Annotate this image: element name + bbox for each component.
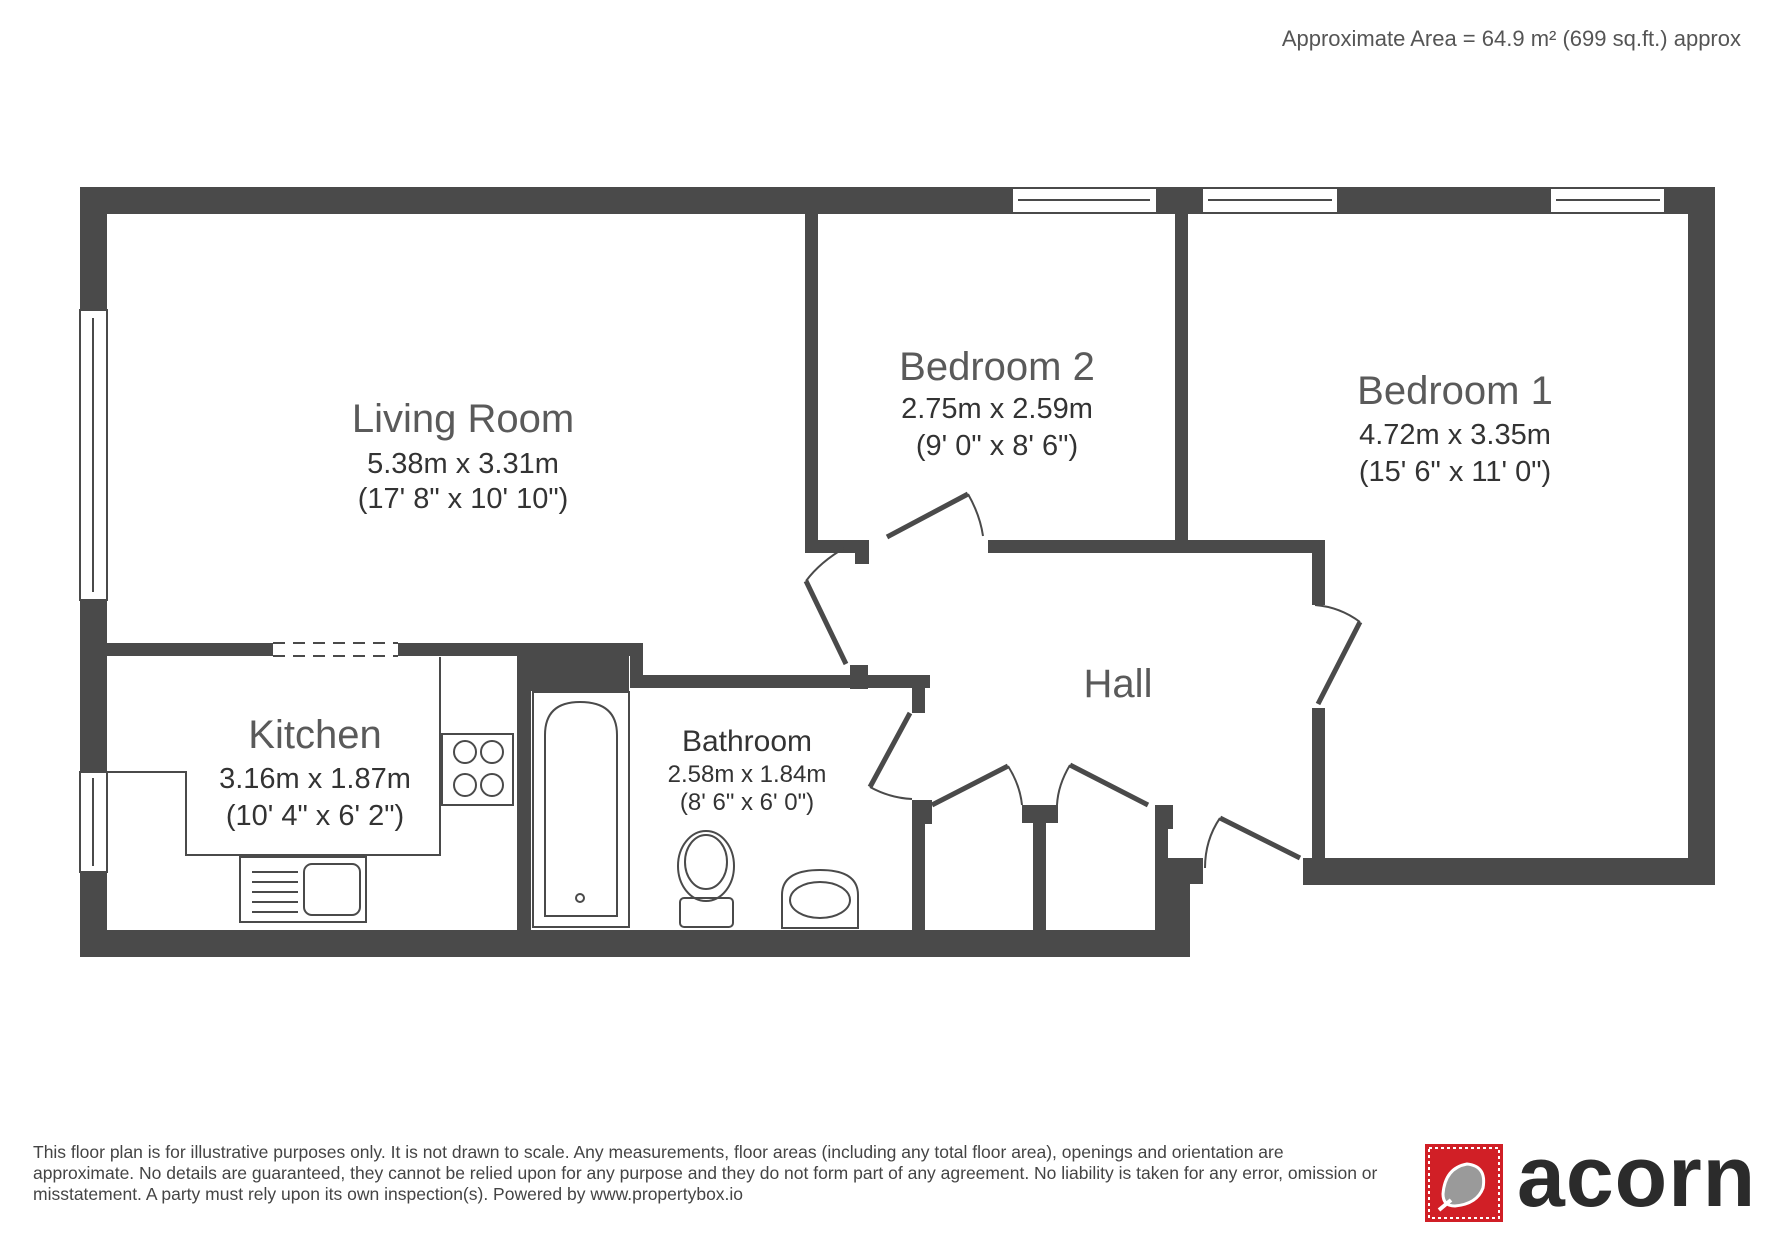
right-wall: [1688, 187, 1715, 885]
hob-ring: [454, 774, 476, 796]
door-bed1: [1318, 622, 1360, 704]
door-cupboard-2: [1070, 765, 1148, 805]
hall-step-wall-2: [1163, 858, 1203, 884]
bedroom1-metric: 4.72m x 3.35m: [1359, 419, 1551, 451]
living-kitchen-wall-right: [398, 643, 641, 656]
walls: [80, 187, 1715, 957]
cupboard-jamb-2: [1022, 805, 1058, 823]
cupboard-jamb-1: [912, 800, 932, 824]
kitchen-metric: 3.16m x 1.87m: [219, 763, 411, 795]
kitchen-bath-wall: [517, 656, 531, 943]
bathroom-name: Bathroom: [681, 725, 813, 758]
living-room-name: Living Room: [351, 397, 575, 441]
bed2-bottom-right: [988, 540, 1318, 553]
door-bath: [870, 713, 910, 787]
door-entrance: [1220, 818, 1300, 858]
bed2-door-jamb: [855, 540, 869, 564]
hob-ring: [481, 741, 503, 763]
bottom-wall-left: [80, 930, 1190, 957]
bedroom2-imperial: (9' 0" x 8' 6"): [915, 430, 1079, 462]
bath-hall-wall: [912, 675, 925, 713]
living-room-metric: 5.38m x 3.31m: [367, 448, 559, 480]
top-wall: [80, 187, 1715, 214]
door-bed2: [887, 494, 968, 537]
door-living: [806, 581, 846, 664]
living-bed2-wall: [805, 200, 818, 548]
bedroom1-imperial: (15' 6" x 11' 0"): [1358, 456, 1552, 488]
bath-top-wall-2: [630, 675, 930, 688]
bath-jamb: [850, 665, 868, 689]
bedroom2-metric: 2.75m x 2.59m: [901, 393, 1093, 425]
hall-name: Hall: [1083, 662, 1153, 706]
bathroom-imperial: (8' 6" x 6' 0"): [679, 789, 815, 816]
bath-tub: [533, 692, 629, 927]
bed1-hall-wall-top: [1312, 540, 1325, 605]
bathroom-metric: 2.58m x 1.84m: [667, 761, 827, 788]
acorn-logo-icon: [1425, 1144, 1515, 1222]
hob: [442, 734, 513, 805]
sink-bowl: [304, 864, 360, 915]
kitchen-imperial: (10' 4" x 6' 2"): [225, 800, 405, 832]
kitchen-name: Kitchen: [248, 713, 382, 757]
cupboard-divider: [1033, 805, 1046, 940]
disclaimer: This floor plan is for illustrative purposes only. It is not drawn to scale. Any measurements, floor areas (including any total floor area), openings and orientation are approximate. No details are guaranteed, they cannot be relied upon for any purpose and they do not form part of any agreement. No liability is taken for any error, omission or misstatement. A party must rely upon its own inspection(s). Powered by www.propertybox.io: [33, 1142, 1378, 1204]
bottom-wall-right: [1303, 858, 1715, 885]
acorn-logo-text: acorn: [1517, 1129, 1757, 1225]
hob-ring: [454, 741, 476, 763]
hob-ring: [481, 774, 503, 796]
living-room-imperial: (17' 8" x 10' 10"): [357, 483, 569, 515]
kitchen-opening: [273, 643, 398, 656]
bed1-hall-wall-bottom: [1312, 708, 1325, 870]
bedroom2-name: Bedroom 2: [899, 345, 1095, 389]
washbasin: [782, 870, 858, 928]
cupboard-jamb-3: [1155, 805, 1173, 829]
door-cupboard-1: [932, 766, 1008, 805]
bed2-bed1-wall: [1175, 200, 1188, 548]
bedroom1-name: Bedroom 1: [1357, 369, 1553, 413]
toilet: [678, 831, 734, 901]
approximate-area: Approximate Area = 64.9 m² (699 sq.ft.) approx: [1281, 26, 1741, 51]
bath-fixture-block: [527, 655, 629, 691]
living-kitchen-wall-left: [107, 643, 273, 656]
